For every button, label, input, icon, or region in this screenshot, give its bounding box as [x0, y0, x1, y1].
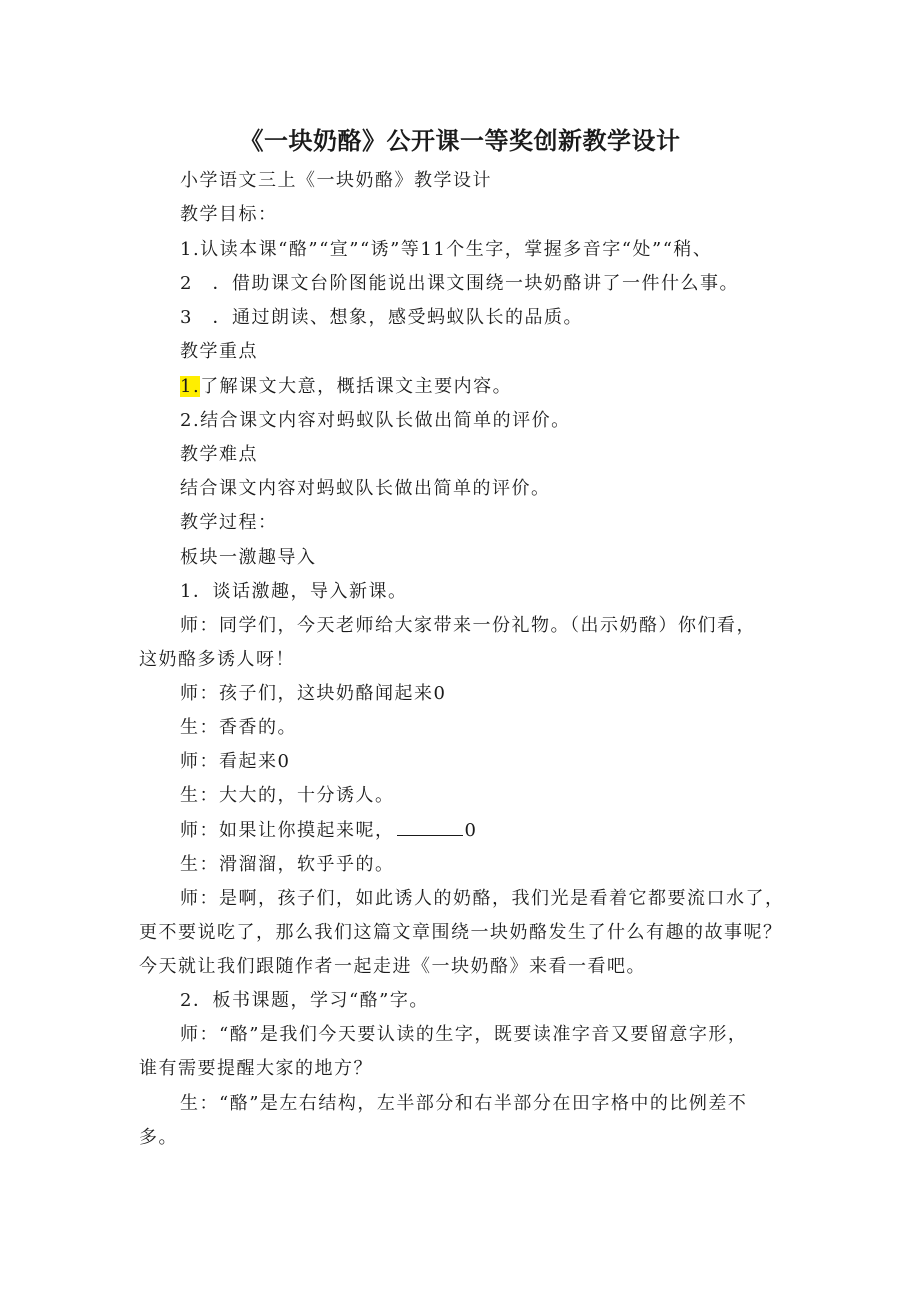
section-heading: 板块一激趣导入	[180, 547, 317, 568]
heading-key-points: 教学重点	[180, 341, 258, 362]
dialogue-line: 生：滑溜溜，软乎乎的。	[180, 854, 395, 875]
paragraph-line: 生：“酪”是左右结构，左半部分和右半部分在田字格中的比例差不	[180, 1093, 748, 1114]
dialogue-line	[180, 818, 477, 844]
paragraph-line: 师：是啊，孩子们，如此诱人的奶酪，我们光是看着它都要流口水了，	[180, 888, 785, 909]
blank-suffix: 0	[464, 820, 478, 841]
objective-1: 1.认读本课“酪”“宣”“诱”等11个生字，掌握多音字“处”“稍、	[180, 239, 713, 260]
dialogue-line: 师：孩子们，这块奶酪闻起来0	[180, 683, 447, 704]
dialogue-line: 生：香香的。	[180, 717, 297, 738]
heading-objectives: 教学目标：	[180, 204, 278, 225]
step-1: 1．谈话激趣，导入新课。	[180, 581, 408, 602]
paragraph-line: 师：“酪”是我们今天要认读的生字，既要读准字音又要留意字形，	[180, 1024, 748, 1045]
paragraph-line: 更不要说吃了，那么我们这篇文章围绕一块奶酪发生了什么有趣的故事呢？	[139, 922, 783, 943]
document-title: 《一块奶酪》公开课一等奖创新教学设计	[239, 127, 681, 155]
heading-process: 教学过程：	[180, 512, 278, 533]
objective-2: 2 ．借助课文台阶图能说出课文围绕一块奶酪讲了一件什么事。	[180, 273, 739, 294]
paragraph-line: 谁有需要提醒大家的地方？	[139, 1058, 373, 1079]
difficulty-text: 结合课文内容对蚂蚁队长做出简单的评价。	[180, 478, 551, 499]
objective-3: 3 ．通过朗读、想象，感受蚂蚁队长的品质。	[180, 307, 583, 328]
highlighted-number: 1.	[180, 376, 201, 397]
key-point-1	[180, 374, 512, 400]
heading-difficulty: 教学难点	[180, 444, 258, 465]
key-point-2: 2.结合课文内容对蚂蚁队长做出简单的评价。	[180, 410, 571, 431]
paragraph-line: 今天就让我们跟随作者一起走进《一块奶酪》来看一看吧。	[139, 956, 646, 977]
paragraph-line: 这奶酪多诱人呀！	[139, 649, 295, 670]
paragraph-line: 多。	[139, 1127, 178, 1148]
dialogue-text: 师：如果让你摸起来呢，	[180, 820, 395, 841]
key-point-1-text: 了解课文大意，概括课文主要内容。	[200, 376, 513, 397]
step-2: 2．板书课题，学习“酪”字。	[180, 990, 429, 1011]
fill-in-blank	[397, 819, 463, 836]
dialogue-line: 生：大大的，十分诱人。	[180, 785, 395, 806]
subtitle-line: 小学语文三上《一块奶酪》教学设计	[180, 170, 492, 191]
paragraph-line: 师：同学们，今天老师给大家带来一份礼物。（出示奶酪）你们看，	[180, 615, 756, 636]
dialogue-line: 师：看起来0	[180, 751, 291, 772]
